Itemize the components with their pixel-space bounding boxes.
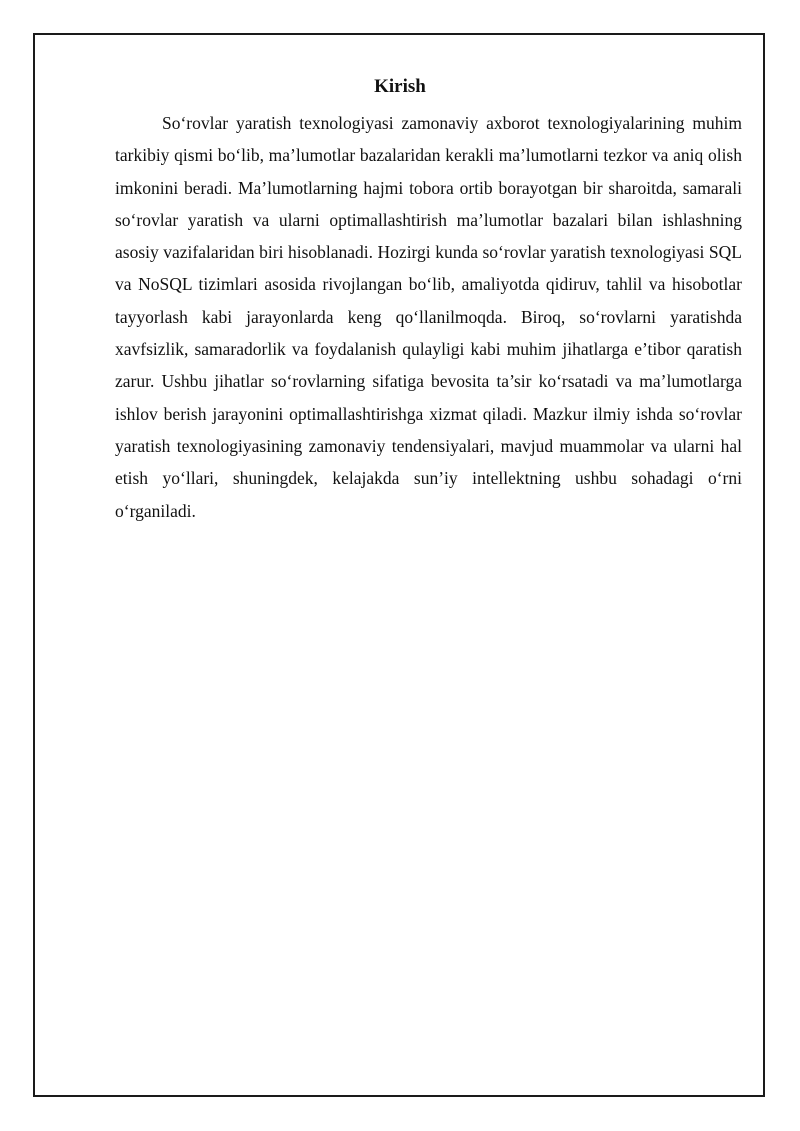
section-title: Kirish: [374, 76, 426, 97]
introduction-paragraph: So‘rovlar yaratish texnologiyasi zamonaviy axborot texnologiyalarining muhim tarkibiy qismi bo‘lib, ma’lumotlar bazalaridan kerakli ma’lumotlarni tezkor va aniq olish imkonini beradi. Ma’lumotlarning hajmi tobora ortib borayotgan bir sharoitda, samarali so‘rovlar yaratish va ularni optimallashtirish ma’lumotlar bazalari bilan ishlashning asosiy vazifalaridan biri hisoblanadi. Hozirgi kunda so‘rovlar yaratish texnologiyasi SQL va NoSQL tizimlari asosida rivojlangan bo‘lib, amaliyotda qidiruv, tahlil va hisobotlar tayyorlash kabi jarayonlarda keng qo‘llanilmoqda. Biroq, so‘rovlarni yaratishda xavfsizlik, samaradorlik va foydalanish qulayligi kabi muhim jihatlarga e’tibor qaratish zarur. Ushbu jihatlar so‘rovlarning sifatiga bevosita ta’sir ko‘rsatadi va ma’lumotlarga ishlov berish jarayonini optimallashtirishga xizmat qiladi. Mazkur ilmiy ishda so‘rovlar yaratish texnologiyasining zamonaviy tendensiyalari, mavjud muammolar va ularni hal etish yo‘llari, shuningdek, kelajakda sun’iy intellektning ushbu sohadagi o‘rni o‘rganiladi.: [115, 113, 742, 521]
